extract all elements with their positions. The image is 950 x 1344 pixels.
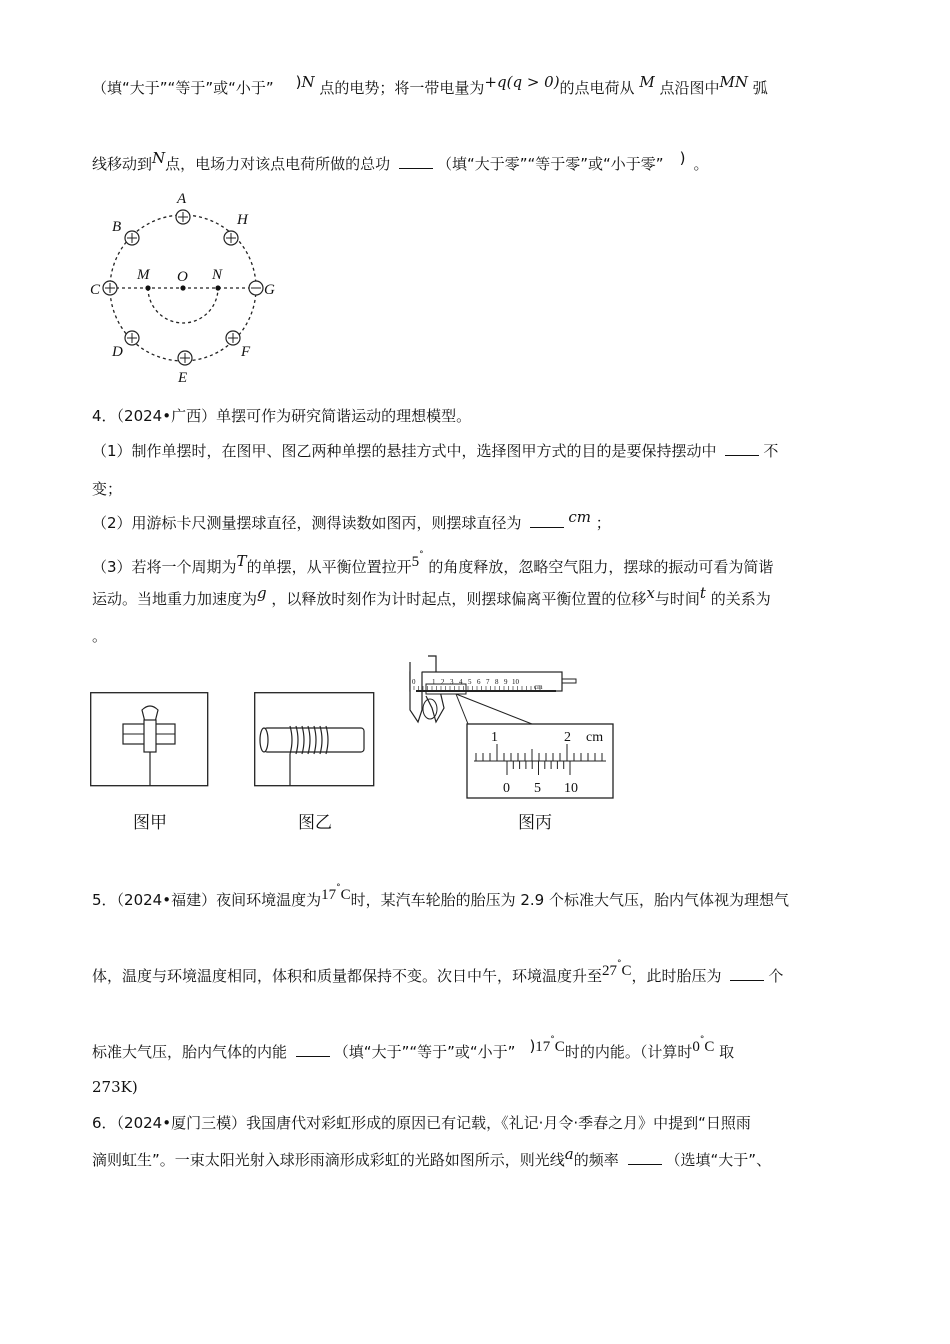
q3-text: 的点电荷从 [559, 79, 635, 97]
q5-temp-17: 17 [321, 887, 337, 903]
q4-text: （2）用游标卡尺测量摆球直径，测得读数如图丙，则摆球直径为 [92, 514, 522, 532]
label-e: E [178, 370, 188, 386]
q5-text: 体，温度与环境温度相同，体积和质量都保持不变。次日中午，环境温度升至 [92, 967, 603, 985]
point-m [145, 285, 150, 290]
q4-text: ； [595, 514, 611, 532]
small-scale-0: 0 [412, 678, 416, 686]
small-scale-unit: cm [534, 683, 543, 691]
q5-text: 时，某汽车轮胎的胎压为 2.9 个标准大气压，胎内气体视为理想气 [350, 891, 789, 909]
label-g: G [264, 282, 275, 298]
q5-temp-27: 27 [602, 963, 618, 979]
q4-text: 运动。当地重力加速度为 [92, 590, 258, 608]
q6-text: 滴则虹生”。一束太阳光射入球形雨滴形成彩虹的光路如图所示，则光线 [92, 1151, 565, 1169]
vernier-label-5: 5 [534, 781, 541, 796]
charge-circle-figure [86, 188, 286, 388]
q3-var-m: M [639, 73, 655, 91]
figure-yi [254, 692, 376, 788]
small-scale-6: 6 [477, 678, 481, 686]
q4-text: 的角度释放，忽略空气阻力，摆球的振动可看为简谐 [428, 558, 774, 576]
q4-var-x: x [646, 584, 655, 602]
q4-part-3 [92, 551, 872, 578]
vernier-label-0: 0 [503, 781, 510, 796]
vernier-label-10: 10 [564, 781, 578, 796]
answer-blank [296, 1042, 330, 1057]
small-scale-8: 8 [495, 678, 499, 686]
point-o [180, 285, 185, 290]
q4-degree: ° [419, 550, 424, 560]
answer-blank [628, 1150, 662, 1165]
q3-text: 线移动到 [92, 155, 153, 173]
label-b: B [112, 219, 122, 235]
q4-text: 不 [763, 442, 779, 460]
q4-var-t: t [699, 584, 706, 602]
main-scale-unit: cm [586, 730, 604, 745]
label-m: M [137, 267, 150, 283]
figure-bing-caliper [396, 652, 618, 802]
q3-line-2 [92, 149, 872, 174]
q5-temp-0: 0 [692, 1039, 700, 1055]
label-c: C [90, 282, 101, 298]
small-scale-4: 4 [459, 678, 463, 686]
q5-unit-c: C [704, 1039, 715, 1055]
q3-text: 点，电场力对该点电荷所做的总功 [165, 155, 391, 173]
label-h: H [237, 212, 248, 228]
q3-var-n: N [152, 149, 166, 167]
q6-var-a: a [564, 1145, 574, 1163]
small-scale-9: 9 [504, 678, 508, 686]
main-scale-label-1: 1 [491, 730, 498, 745]
q3-text: 点的电势；将一带电量为 [319, 79, 485, 97]
q4-var-t-period: T [236, 552, 247, 570]
small-scale-10: 10 [512, 678, 519, 686]
q5-degree: ° [550, 1035, 555, 1045]
charge-e [178, 351, 192, 365]
q5-text: 标准大气压，胎内气体的内能 [92, 1043, 288, 1061]
q6-text: 的频率 [573, 1151, 619, 1169]
q5-line-3 [92, 1036, 872, 1063]
label-n: N [212, 267, 223, 283]
q5-text: （填“大于”“等于”或“小于” [333, 1043, 516, 1061]
q5-degree: ° [336, 883, 341, 893]
q5-degree: ° [699, 1035, 705, 1045]
answer-blank [725, 441, 759, 456]
charge-b [125, 231, 139, 245]
q5-line-4: 273K) [92, 1078, 138, 1096]
q3-text: （填“大于零”“等于零”或“小于零” [436, 155, 664, 173]
small-scale-2: 2 [441, 678, 445, 686]
q4-part-1-cont: 变； [92, 480, 123, 498]
main-scale-label-2: 2 [564, 730, 571, 745]
small-scale-7: 7 [486, 678, 490, 686]
charge-a [176, 210, 190, 224]
q3-text: 点沿图中 [659, 79, 720, 97]
q4-part-1 [92, 441, 872, 461]
q5-unit-c: C [340, 887, 351, 903]
answer-blank [530, 513, 564, 528]
q5-text: 个 [768, 967, 784, 985]
q5-unit-c: C [554, 1039, 565, 1055]
q3-paren: ) [679, 149, 686, 167]
label-o: O [177, 269, 188, 285]
q5-line-2 [92, 960, 872, 987]
q3-line-1 [92, 73, 872, 98]
label-f: F [241, 344, 251, 360]
charge-c [103, 281, 117, 295]
q6-line-2 [92, 1145, 872, 1170]
q4-text: 的单摆，从平衡位置拉开 [246, 558, 412, 576]
q5-degree: ° [617, 959, 622, 969]
small-scale-1: 1 [432, 678, 436, 686]
q4-text: ，以释放时刻作为计时起点，则摆球偏离平衡位置的位移 [271, 590, 647, 608]
q4-text: 的关系为 [710, 590, 771, 608]
small-scale-3: 3 [450, 678, 454, 686]
caption-yi: 图乙 [298, 813, 332, 833]
q5-temp-17: 17 [535, 1039, 551, 1055]
answer-blank [399, 154, 433, 169]
q6-text: （选填“大于”、 [665, 1151, 772, 1169]
q5-text: ，此时胎压为 [631, 967, 722, 985]
q3-charge: +q(q > 0) [484, 73, 560, 91]
q4-var-g: g [257, 584, 267, 602]
q3-text: 。 [693, 155, 709, 173]
charge-d [125, 331, 139, 345]
small-scale-5: 5 [468, 678, 472, 686]
q4-part-2 [92, 508, 872, 533]
answer-blank [730, 966, 764, 981]
label-a: A [177, 191, 187, 207]
charge-h [224, 231, 238, 245]
q5-text: 5．（2024•福建）夜间环境温度为 [92, 891, 322, 909]
q4-part-3-cont [92, 584, 872, 609]
q3-paren: ) [295, 73, 302, 91]
label-d: D [112, 344, 123, 360]
q3-text: 弧 [752, 79, 768, 97]
q5-unit-c: C [621, 963, 632, 979]
figure-jia [90, 692, 210, 788]
q4-angle: 5 [411, 554, 420, 570]
q4-text: （3）若将一个周期为 [92, 558, 237, 576]
q5-text: 取 [719, 1043, 735, 1061]
q4-text: 与时间 [654, 590, 700, 608]
q4-title: 4．（2024•广西）单摆可作为研究简谐运动的理想模型。 [92, 407, 472, 425]
q5-paren: ) [529, 1037, 536, 1055]
charge-g [249, 281, 263, 295]
point-n [215, 285, 220, 290]
q3-arc-mn: MN [719, 73, 748, 91]
caption-bing: 图丙 [518, 813, 552, 833]
charge-f [226, 331, 240, 345]
q4-text: （1）制作单摆时，在图甲、图乙两种单摆的悬挂方式中，选择图甲方式的目的是要保持摆动中 [92, 442, 717, 460]
q5-line-1 [92, 884, 872, 911]
q4-unit-cm: cm [568, 508, 591, 526]
q3-var-n: N [301, 73, 315, 91]
q6-line-1: 6．（2024•厦门三模）我国唐代对彩虹形成的原因已有记载，《礼记·月令·季春之月》中提到“日照雨 [92, 1114, 751, 1132]
q4-period: 。 [92, 627, 108, 645]
caption-jia: 图甲 [133, 813, 167, 833]
q3-text: （填“大于”“等于”或“小于” [92, 79, 274, 97]
q5-text: 时的内能。（计算时 [564, 1043, 693, 1061]
